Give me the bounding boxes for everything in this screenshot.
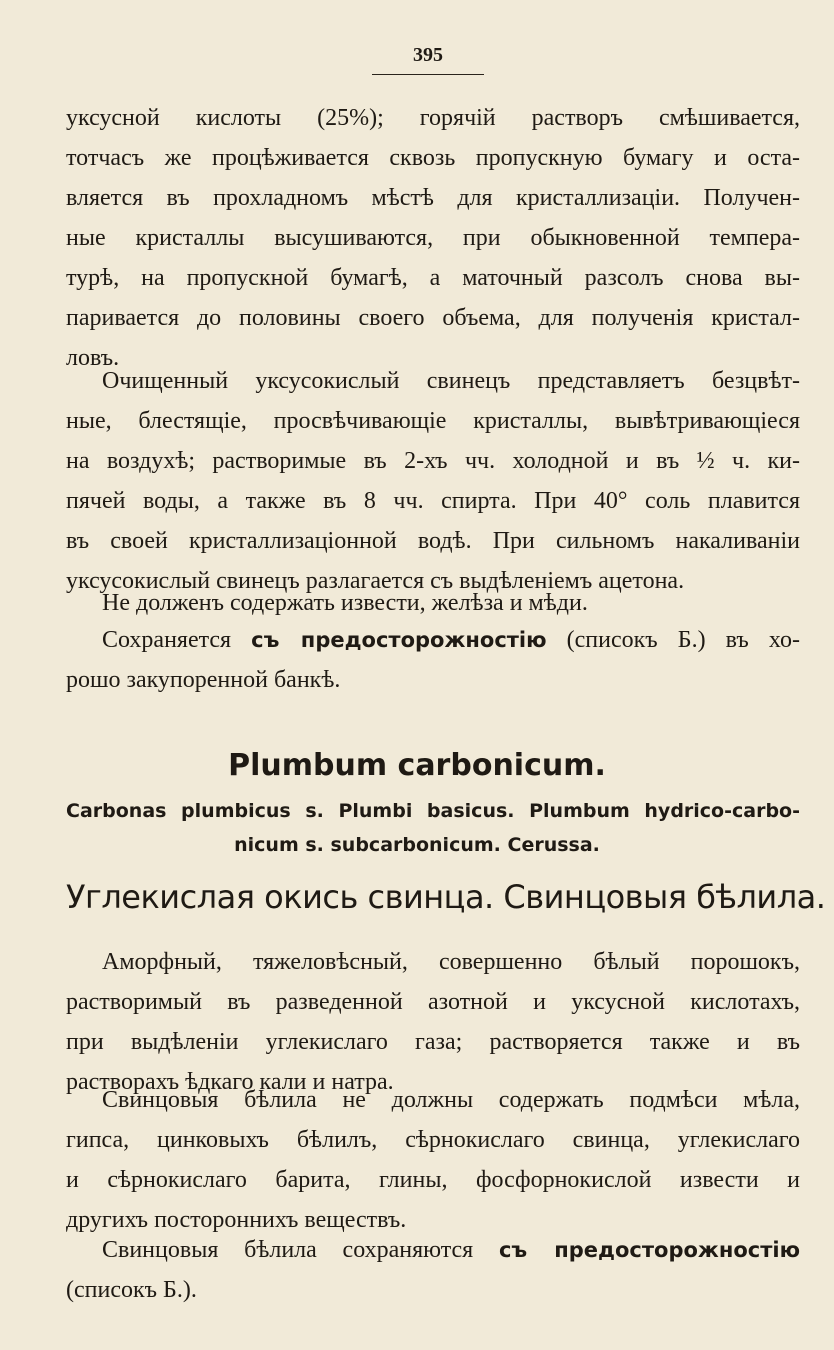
paragraph-1 [66, 98, 800, 378]
paragraph-5 [66, 942, 800, 1102]
text-line: другихъ постороннихъ веществъ. [66, 1207, 407, 1233]
text-line: растворимый въ разведенной азотной и уксусной кислотахъ, [66, 989, 800, 1015]
paragraph-6 [66, 1080, 800, 1240]
page-number-rule [372, 74, 484, 75]
text-line: паривается до половины своего объема, для полученія кристал- [66, 305, 800, 331]
text-line: при выдѣленіи углекислаго газа; растворяется также и въ [66, 1029, 800, 1055]
text-line: уксусной кислоты (25%); горячій растворъ смѣшивается, [66, 105, 800, 131]
paragraph-3 [66, 583, 800, 623]
paragraph-4 [66, 620, 800, 700]
emphasis-text: съ предосторожностію [251, 628, 547, 652]
text-line: вляется въ прохладномъ мѣстѣ для кристаллизаціи. Получен- [66, 185, 800, 211]
section-title: Plumbum carbonicum. [228, 748, 606, 783]
text-line [66, 1230, 800, 1270]
paragraph-7 [66, 1230, 800, 1310]
text-line: рошо закупоренной банкѣ. [66, 667, 341, 693]
text-line: ловъ. [66, 345, 120, 371]
text-line: Очищенный уксусокислый свинецъ представляетъ безцвѣт- [102, 368, 800, 394]
text-line: Не долженъ содержать извести, желѣза и мѣди. [102, 590, 588, 616]
text-line [66, 620, 800, 660]
text-span: Свинцовыя бѣлила сохраняются [102, 1237, 474, 1263]
text-line: пячей воды, а также въ 8 чч. спирта. При 40° соль плавится [66, 488, 800, 514]
text-line: на воздухѣ; растворимые въ 2-хъ чч. холодной и въ ½ ч. ки- [66, 448, 800, 474]
text-line: тотчасъ же процѣживается сквозь пропускную бумагу и оста- [66, 145, 800, 171]
text-line: Свинцовыя бѣлила не должны содержать подмѣси мѣла, [102, 1087, 800, 1113]
text-line: ные, блестящіе, просвѣчивающіе кристаллы, вывѣтривающіеся [66, 408, 800, 434]
russian-title: Углекислая окись свинца. Свинцовыя бѣлила. [66, 878, 826, 916]
text-line: ные кристаллы высушиваются, при обыкновенной темпера- [66, 225, 800, 251]
text-line: уксусокислый свинецъ разлагается съ выдѣленіемъ ацетона. [66, 568, 685, 594]
text-line: растворахъ ѣдкаго кали и натра. [66, 1069, 394, 1095]
synonyms-line-2: nicum s. subcarbonicum. Cerussa. [234, 834, 600, 856]
text-line: гипса, цинковыхъ бѣлилъ, сѣрнокислаго свинца, углекислаго [66, 1127, 800, 1153]
emphasis-text: съ предосторожностію [498, 1238, 800, 1262]
text-line: Аморфный, тяжеловѣсный, совершенно бѣлый порошокъ, [102, 949, 800, 975]
text-line: турѣ, на пропускной бумагѣ, а маточный разсолъ снова вы- [66, 265, 800, 291]
text-line: (списокъ Б.). [66, 1277, 197, 1303]
text-line: и сѣрнокислаго барита, глины, фосфорнокислой извести и [66, 1167, 800, 1193]
text-line: въ своей кристаллизаціонной водѣ. При сильномъ накаливаніи [66, 528, 800, 554]
text-span: Сохраняется [102, 627, 232, 653]
page-number: 395 [413, 44, 443, 66]
text-span: (списокъ Б.) въ хо- [566, 627, 800, 653]
synonyms-line-1: Carbonas plumbicus s. Plumbi basicus. Plumbum hydrico-carbo- [66, 800, 800, 822]
paragraph-2 [66, 361, 800, 601]
